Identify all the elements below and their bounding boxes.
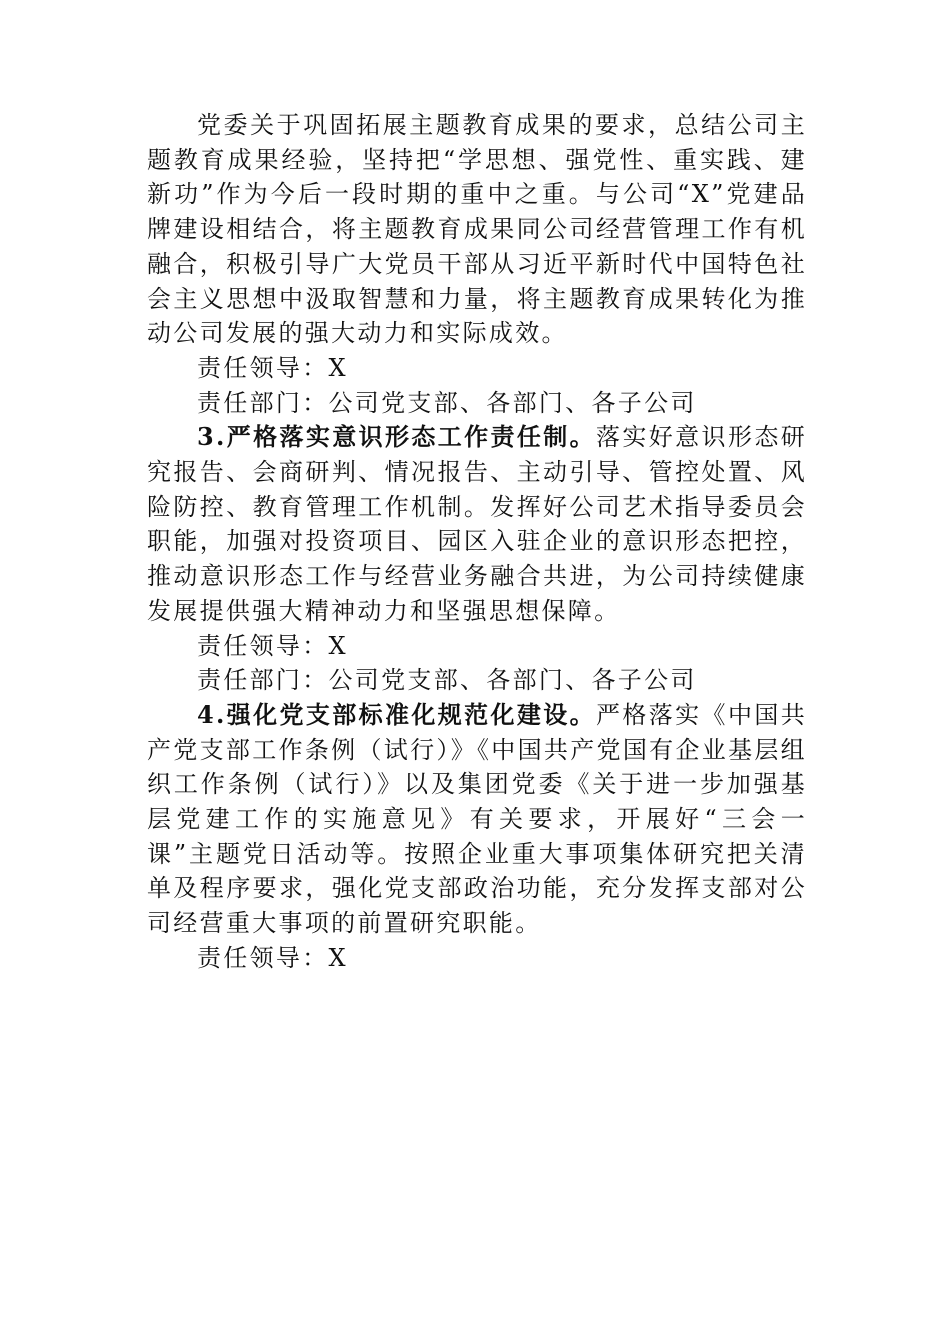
responsible-department-line (147, 386, 807, 421)
responsible-leader-text: 责任领导：X (197, 943, 348, 972)
section-4-branch-standardization (147, 698, 807, 941)
responsible-leader-line (147, 941, 807, 976)
responsible-department-text: 责任部门：公司党支部、各部门、各子公司 (197, 666, 697, 695)
responsible-department-line (147, 663, 807, 698)
section-3-text: 落实好意识形态研究报告、会商研判、情况报告、主动引导、管控处置、风险防控、教育管理工作机制。发挥好公司艺术指导委员会职能，加强对投资项目、园区入驻企业的意识形态把控，推动意识形态工作与经营业务融合共进，为公司持续健康发展提供强大精神动力和坚强思想保障。 (147, 423, 807, 625)
responsible-leader-line (147, 629, 807, 664)
section-4-heading: 4.强化党支部标准化规范化建设。 (197, 699, 597, 729)
section-3-ideology-responsibility (147, 420, 807, 628)
responsible-leader-line (147, 351, 807, 386)
paragraph-theme-education (147, 108, 807, 351)
responsible-leader-text: 责任领导：X (197, 631, 348, 660)
section-3-heading: 3.严格落实意识形态工作责任制。 (197, 422, 597, 452)
responsible-department-text: 责任部门：公司党支部、各部门、各子公司 (197, 388, 697, 417)
paragraph-text: 党委关于巩固拓展主题教育成果的要求，总结公司主题教育成果经验，坚持把“学思想、强党性、重实践、建新功”作为今后一段时期的重中之重。与公司“X”党建品牌建设相结合，将主题教育成果同公司经营管理工作有机融合，积极引导广大党员干部从习近平新时代中国特色社会主义思想中汲取智慧和力量，将主题教育成果转化为推动公司发展的强大动力和实际成效。 (147, 111, 807, 348)
section-4-text: 严格落实《中国共产党支部工作条例（试行）》《中国共产党国有企业基层组织工作条例（试行）》以及集团党委《关于进一步加强基层党建工作的实施意见》有关要求，开展好“三会一课”主题党日活动等。按照企业重大事项集体研究把关清单及程序要求，强化党支部政治功能，充分发挥支部对公司经营重大事项的前置研究职能。 (147, 700, 807, 938)
responsible-leader-text: 责任领导：X (197, 353, 348, 382)
document-body (147, 108, 807, 976)
